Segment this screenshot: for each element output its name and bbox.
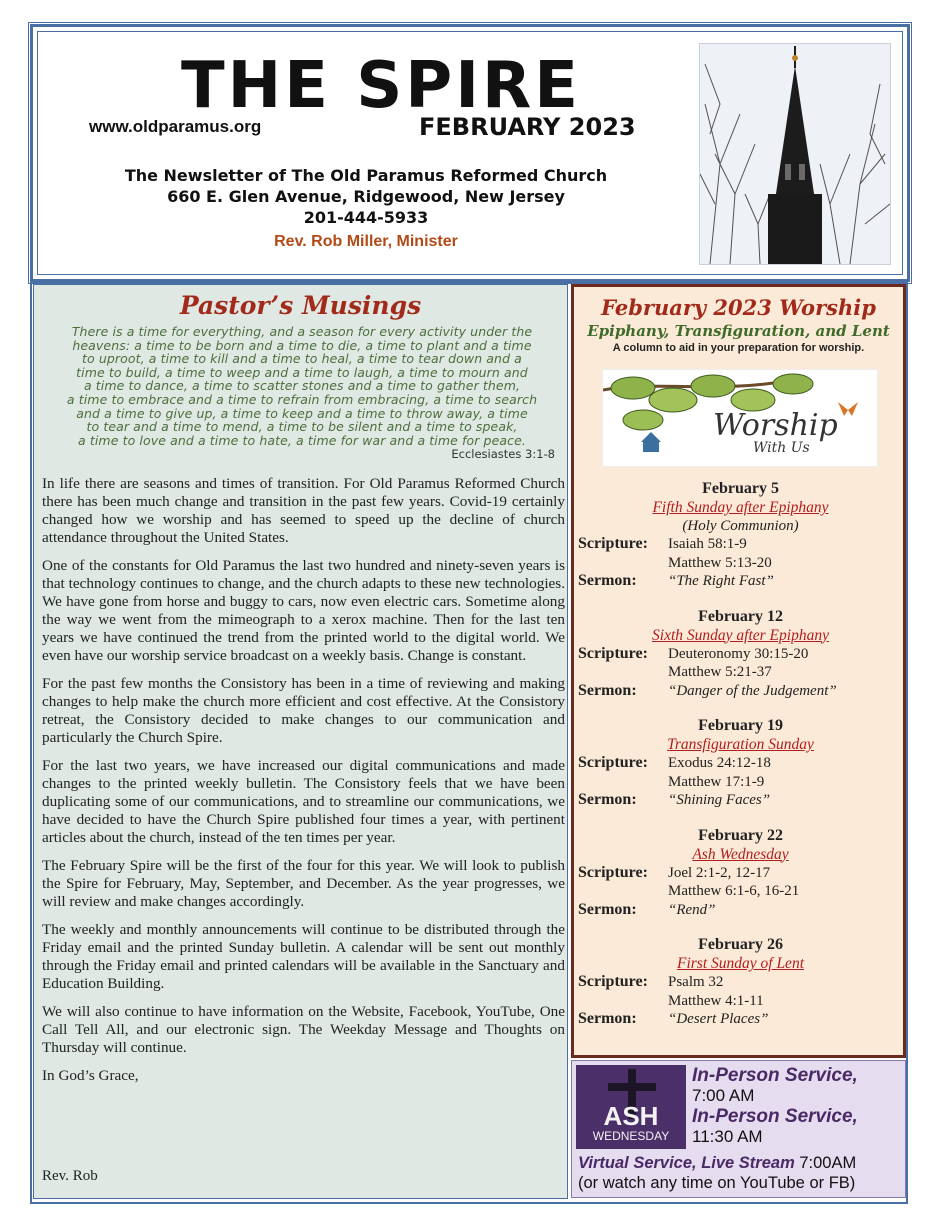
virtual-time: 7:00AM [799, 1154, 857, 1172]
scripture-value: Exodus 24:12-18 [668, 755, 771, 771]
virtual-service [578, 1153, 903, 1193]
phone-line: 201-444-5933 [303, 208, 429, 227]
virtual-label: Virtual Service, Live Stream [578, 1154, 795, 1172]
entry-date: February 5 [702, 480, 779, 497]
quote-line: to tear and a time to mend, a time to be silent and a time to speak, [86, 419, 518, 435]
worship-entry [578, 607, 903, 701]
in-person-services [692, 1065, 902, 1147]
scripture-value: Psalm 32 [668, 974, 724, 990]
sermon-title: “The Right Fast” [668, 573, 774, 589]
subtitle-line: The Newsletter of The Old Paramus Reformed Church [124, 166, 608, 185]
worship-subtitle: Epiphany, Transfiguration, and Lent [587, 322, 890, 340]
scripture-row [578, 773, 903, 792]
scripture-label: Scripture: [578, 644, 648, 662]
sermon-label: Sermon: [578, 1010, 637, 1027]
scripture-row [578, 535, 903, 554]
sermon-row [578, 572, 903, 591]
sermon-row [578, 791, 903, 810]
scripture-value: Deuteronomy 30:15-20 [668, 645, 809, 662]
worship-note: A column to aid in your preparation for worship. [612, 342, 865, 354]
scripture-value: Matthew 4:1-11 [668, 992, 764, 1009]
masthead-panel [28, 22, 912, 284]
paragraph: In life there are seasons and times of transition. For Old Paramus Reformed Church there has been much change and transition in the past few years. Covid-19 certainly changed how we worship and has seemed to speed up the decline of church attendance throughout the United States. [42, 475, 565, 546]
sermon-title: “Desert Places” [668, 1011, 769, 1027]
scripture-row [578, 882, 903, 901]
website-link[interactable]: www.oldparamus.org [89, 117, 262, 136]
worship-entry [578, 716, 903, 810]
quote-line: time to build, a time to weep and a time to laugh, a time to mourn and [76, 364, 528, 380]
quote-line: and a time to give up, a time to keep and a time to throw away, a time [76, 405, 528, 421]
quote-line: There is a time for everything, and a season for every activity under the [71, 324, 533, 339]
scripture-label: Scripture: [578, 754, 648, 771]
sermon-label: Sermon: [578, 681, 637, 699]
sermon-label: Sermon: [578, 900, 637, 918]
paragraph: For the last two years, we have increased our digital communications and made changes to the printed weekly bulletin. The Consistory feels that we have been duplicating some of our communications, and to streamline our communications, we have decided to have the Church Spire published four times a year, with pertinent articles about the church, instead of the ten times per year. [42, 757, 565, 846]
scripture-value: Matthew 5:21-37 [668, 664, 772, 680]
minister-name: Rev. Rob Miller, Minister [274, 233, 458, 250]
service-time: 11:30 AM [692, 1127, 763, 1146]
scripture-label: Scripture: [578, 535, 648, 552]
ash-wednesday-image [576, 1065, 686, 1149]
logo-text: Worship [713, 408, 838, 443]
quote-line: a time to embrace and a time to refrain from embracing, a time to search [66, 391, 538, 407]
entry-note: (Holy Communion) [682, 518, 799, 534]
sermon-title: “Shining Faces” [668, 792, 771, 808]
entry-name: Transfiguration Sunday [667, 736, 814, 753]
entry-date: February 26 [698, 936, 783, 953]
entry-date: February 22 [698, 826, 783, 844]
worship-entry [578, 935, 903, 1029]
entry-name: Ash Wednesday [692, 845, 789, 863]
sermon-title: “Rend” [668, 901, 716, 918]
paragraph: One of the constants for Old Paramus the last two hundred and ninety-seven years is that technology continues to change, and the church adapts to these new technologies. We have gone from horse and buggy to cars, now even electric cars. Sometime along the way we went from the mimeograph to a xerox machine. Then for the last ten years we have continued the trend from the printed world to the digital world. We even have our worship service broadcast on a weekly basis. Change is constant. [42, 557, 565, 664]
signature: Rev. Rob [42, 1168, 98, 1184]
service-time: 7:00 AM [692, 1086, 755, 1105]
scripture-value: Matthew 6:1-6, 16-21 [668, 883, 800, 899]
scripture-value: Matthew 5:13-20 [668, 554, 772, 571]
sermon-title: “Danger of the Judgement” [668, 682, 837, 699]
entry-date: February 12 [698, 607, 783, 625]
sermon-label: Sermon: [578, 791, 637, 808]
quote-line: heavens: a time to be born and a time to die, a time to plant and a time [72, 337, 532, 353]
scripture-quote [42, 325, 562, 447]
paragraph: We will also continue to have information on the Website, Facebook, YouTube, One Call Tell All, and our electronic sign. The Weekday Message and Thoughts on Thursday will continue. [42, 1003, 565, 1056]
scripture-row [578, 663, 903, 682]
sermon-row [578, 901, 903, 920]
pastors-musings-column [33, 284, 568, 1199]
worship-schedule [578, 479, 903, 1045]
quote-line: a time to dance, a time to scatter stones and a time to gather them, [83, 378, 521, 394]
sermon-label: Sermon: [578, 572, 637, 589]
newsletter-title: THE SPIRE [180, 49, 582, 123]
paragraph: The weekly and monthly announcements will continue to be distributed through the Friday email and the printed Sunday bulletin. A calendar will be sent out monthly through the Friday email and printed calendars will be available in the Sanctuary and Education Building. [42, 921, 565, 992]
scripture-value: Isaiah 58:1-9 [668, 536, 747, 552]
service-label: In-Person Service, [692, 1065, 858, 1086]
article-body [42, 475, 565, 1095]
scripture-value: Matthew 17:1-9 [668, 773, 765, 790]
worship-entry [578, 479, 903, 591]
quote-line: to uproot, a time to kill and a time to heal, a time to tear down and a [82, 351, 522, 367]
worship-column [571, 284, 906, 1058]
closing-line: In God’s Grace, [42, 1067, 139, 1084]
scripture-label: Scripture: [578, 973, 648, 990]
worship-with-us-logo [602, 369, 878, 467]
entry-name: Fifth Sunday after Epiphany [652, 499, 829, 516]
paragraph: The February Spire will be the first of the four for this year. We will look to publish the Spire for February, May, September, and December. As the year progresses, we will review and make changes accordingly. [42, 857, 565, 910]
scripture-row [578, 554, 903, 573]
scripture-row [578, 754, 903, 773]
scripture-row [578, 992, 903, 1011]
address-line: 660 E. Glen Avenue, Ridgewood, New Jersey [167, 187, 565, 206]
service-label: In-Person Service, [692, 1106, 858, 1127]
church-spire-photo [699, 43, 891, 265]
issue-date: FEBRUARY 2023 [419, 113, 636, 141]
spire-illustration [700, 44, 890, 264]
scripture-row [578, 864, 903, 883]
logo-subtext: With Us [753, 440, 810, 456]
subtitle-block [71, 165, 661, 228]
worship-entry [578, 826, 903, 920]
scripture-row [578, 973, 903, 992]
quote-citation: Ecclesiastes 3:1-8 [451, 447, 555, 461]
sermon-row [578, 682, 903, 701]
image-word-wednesday: WEDNESDAY [592, 1129, 670, 1143]
sermon-row [578, 1010, 903, 1029]
entry-name: Sixth Sunday after Epiphany [652, 626, 829, 644]
scripture-value: Joel 2:1-2, 12-17 [668, 864, 771, 881]
image-word-ash: ASH [603, 1101, 659, 1131]
ash-wednesday-services [571, 1060, 906, 1198]
entry-name: First Sunday of Lent [676, 955, 804, 972]
scripture-row [578, 645, 903, 664]
paragraph: For the past few months the Consistory has been in a time of reviewing and making changes to help make the church more efficient and cost effective. At the Consistory retreat, the Consistory decided to make changes to our communication and particularly the Church Spire. [42, 675, 565, 746]
quote-line: a time to love and a time to hate, a time for war and a time for peace. [78, 432, 526, 448]
entry-date: February 19 [698, 717, 783, 734]
musings-title: Pastor’s Musings [179, 291, 422, 320]
scripture-label: Scripture: [578, 863, 648, 881]
worship-title: February 2023 Worship [601, 295, 876, 320]
virtual-note: (or watch any time on YouTube or FB) [578, 1174, 856, 1192]
